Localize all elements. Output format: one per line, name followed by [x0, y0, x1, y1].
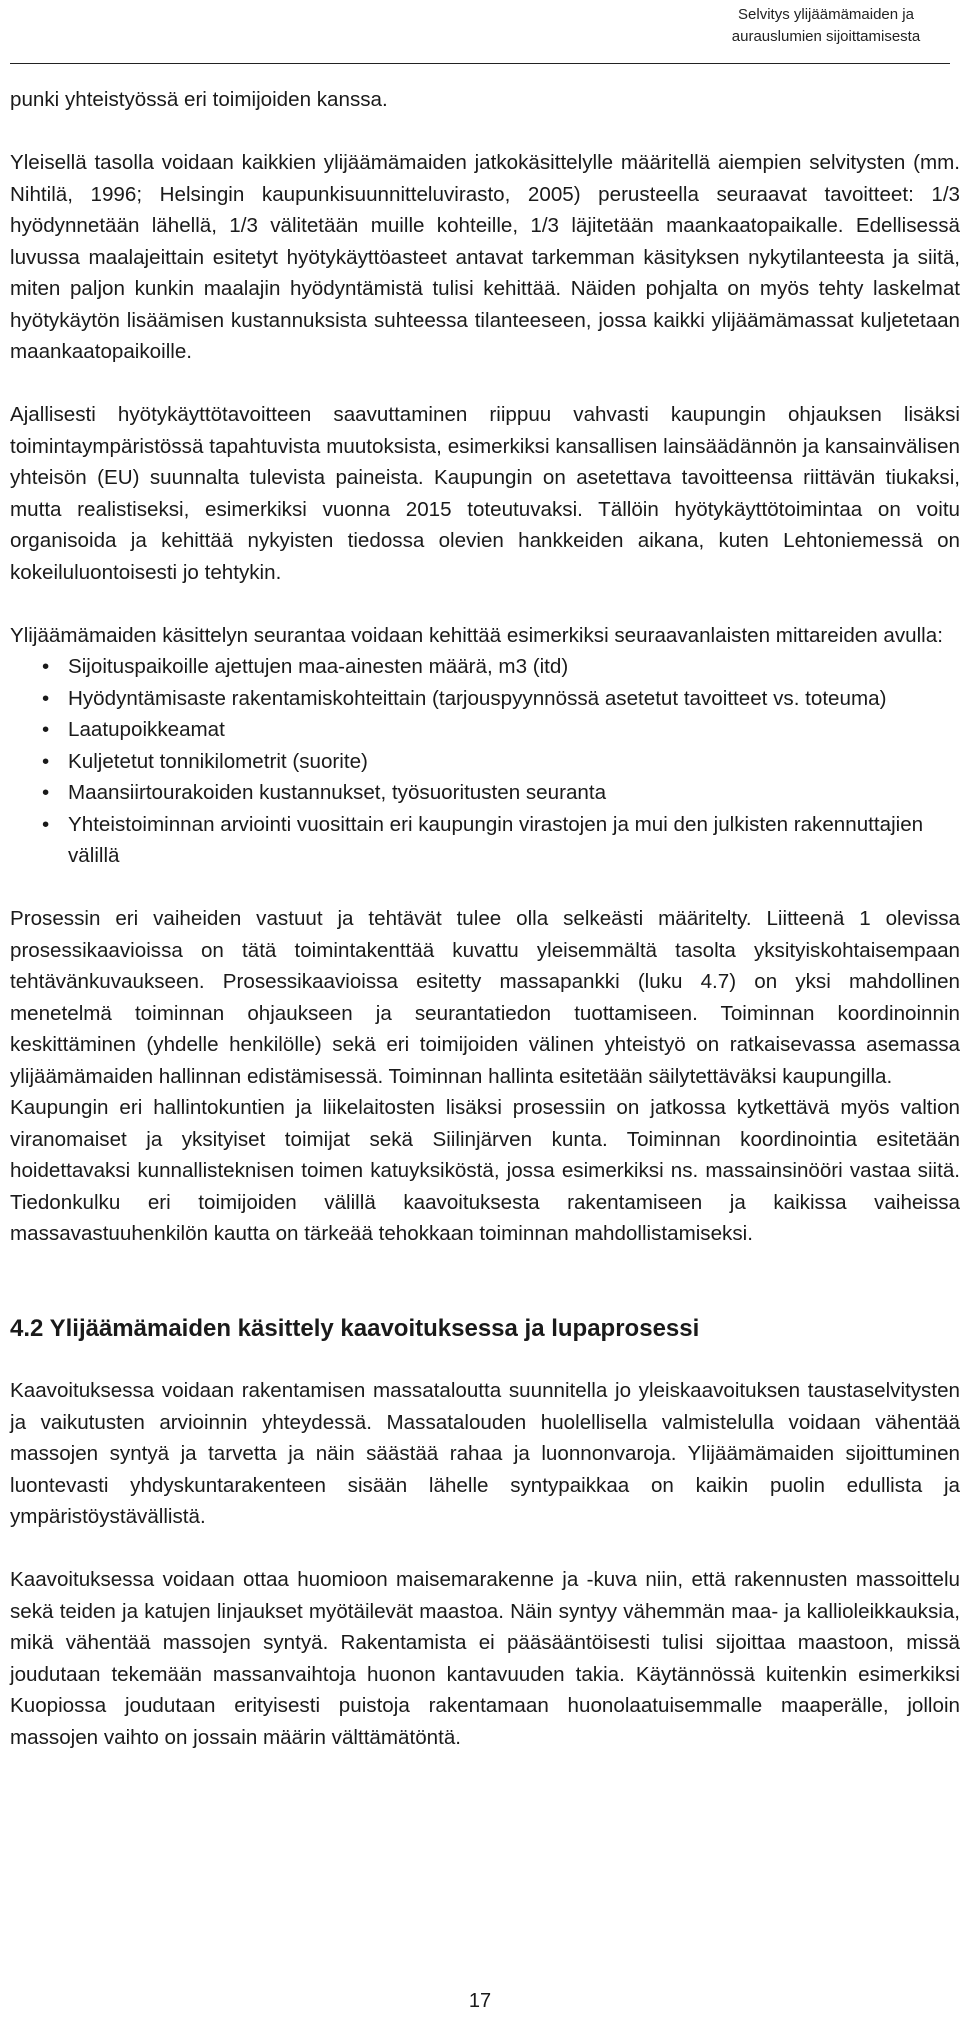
list-item: • Kuljetetut tonnikilometrit (suorite)	[40, 746, 960, 778]
body-text	[10, 84, 960, 1753]
bullet-icon: •	[42, 655, 50, 678]
bullet-icon: •	[42, 686, 50, 710]
running-header-title: Selvitys ylijäämämaiden ja aurauslumien sijoittamisesta	[731, 6, 921, 45]
paragraph-continuation: punki yhteistyössä eri toimijoiden kanssa.	[10, 88, 388, 111]
page-header	[0, 0, 960, 66]
bullet-icon: •	[42, 749, 50, 773]
page-number: 17	[468, 1990, 492, 2012]
list-item: • Yhteistoiminnan arviointi vuosittain eri kaupungin virastojen ja mui den julkisten rakennuttajien välillä	[40, 809, 960, 872]
list-item: • Maansiirtourakoiden kustannukset, työsuoritusten seuranta	[40, 777, 960, 809]
paragraph-responsibilities: Prosessin eri vaiheiden vastuut ja tehtävät tulee olla selkeästi määritelty. Liitteenä 1 olevissa prosessikaavioissa on tätä toimintakenttää kuvattu yleisemmältä tasolta yksityiskohtaisempaan tehtävänkuvaukseen. Prosessikaavioissa esitetty massapankki (luku 4.7) on yksi mahdollinen menetelmä toiminnan ohjaukseen ja seurantatiedon tuottamiseen. Toiminnan koordinoinnin keskittäminen (yhdelle henkilölle) sekä eri toimijoiden välinen yhteistyö on ratkaisevassa asemassa ylijäämämaiden hallinnan edistämisessä. Toiminnan hallinta esitetään säilytettäväksi kaupungilla.	[10, 907, 960, 1088]
list-item: • Hyödyntämisaste rakentamiskohteittain (tarjouspyynnössä asetetut tavoitteet vs. toteuma)	[40, 683, 960, 715]
paragraph-zoning: Kaavoituksessa voidaan rakentamisen massataloutta suunnitella jo yleiskaavoituksen taustaselvitysten ja vaikutusten arvioinnin yhteydessä. Massatalouden huolellisella valmistelulla voidaan vähentää massojen syntyä ja tarvetta ja näin säästää rahaa ja luonnonvaroja. Ylijäämämaiden sijoittuminen luontevasti yhdyskuntarakenteen sisään lähelle syntypaikkaa on kaikin puolin edullista ja ympäristöystävällistä.	[10, 1379, 960, 1528]
bullet-icon: •	[42, 812, 50, 836]
bullet-icon: •	[42, 781, 50, 804]
paragraph-coordination: Kaupungin eri hallintokuntien ja liikelaitosten lisäksi prosessiin on jatkossa kytkettävä myös valtion viranomaiset ja yksityiset toimijat sekä Siilinjärven kunta. Toiminnan koordinointia esitetään hoidettavaksi kunnallisteknisen toimen katuyksiköstä, jossa esimerkiksi ns. massainsinööri vastaa siitä. Tiedonkulku eri toimijoiden välillä kaavoituksesta rakentamiseen ja kaikissa vaiheissa massavastuuhenkilön kautta on tärkeää tehokkaan toiminnan mahdollistamiseksi.	[10, 1096, 960, 1245]
list-item: • Laatupoikkeamat	[40, 714, 960, 746]
indicator-list	[10, 651, 960, 872]
paragraph-monitoring-intro: Ylijäämämaiden käsittelyn seurantaa voidaan kehittää esimerkiksi seuraavanlaisten mittareiden avulla:	[10, 623, 943, 647]
list-item: • Sijoituspaikoille ajettujen maa-ainesten määrä, m3 (itd)	[40, 651, 960, 683]
section-heading: 4.2 Ylijäämämaiden käsittely kaavoituksessa ja lupaprosessi	[10, 1314, 700, 1342]
paragraph-landscape: Kaavoituksessa voidaan ottaa huomioon maisemarakenne ja -kuva niin, että rakennusten massoittelu sekä teiden ja katujen linjaukset myötäilevät maastoa. Näin syntyy vähemmän maa- ja kallioleikkauksia, mikä vähentää massojen syntyä. Rakentamista ei pääsääntöisesti tulisi sijoittaa maastoon, missä joudutaan tekemään massanvaihtoja huonon kantavuuden takia. Käytännössä kuitenkin esimerkiksi Kuopiossa joudutaan erityisesti puistoja rakentamaan huonolaatuisemmalle maaperälle, jolloin massojen vaihto on jossain määrin välttämätöntä.	[10, 1568, 960, 1749]
paragraph-objectives: Yleisellä tasolla voidaan kaikkien ylijäämämaiden jatkokäsittelylle määritellä aiempien selvitysten (mm. Nihtilä, 1996; Helsingin kaupunkisuunnitteluvirasto, 2005) perusteella seuraavat tavoitteet: 1/3 hyödynnetään lähellä, 1/3 välitetään muille kohteille, 1/3 läjitetään maankaatopaikalle. Edellisessä luvussa maalajeittain esitetyt hyötykäyttöasteet antavat tarkemman käsityksen nykytilanteesta ja siitä, miten paljon kunkin maalajin hyödyntämistä tulisi kehittää. Näiden pohjalta on myös tehty laskelmat hyötykäytön lisäämisen kustannuksista suhteessa tilanteeseen, jossa kaikki ylijäämämassat kuljetetaan maankaatopaikoille.	[10, 151, 960, 363]
header-divider	[10, 63, 950, 64]
bullet-icon: •	[42, 718, 50, 741]
paragraph-timing: Ajallisesti hyötykäyttötavoitteen saavuttaminen riippuu vahvasti kaupungin ohjauksen lisäksi toimintaympäristössä tapahtuvista muutoksista, esimerkiksi kansallisen lainsäädännön ja kansainvälisen yhteisön (EU) suunnalta tulevista paineista. Kaupungin on asetettava tavoitteensa riittävän tiukaksi, mutta realistiseksi, esimerkiksi vuonna 2015 toteutuvaksi. Tällöin hyötykäyttötoimintaa on voitu organisoida ja kehittää nykyisten tiedossa olevien hankkeiden aikana, kuten Lehtoniemessä on kokeiluluontoisesti jo tehtykin.	[10, 403, 960, 584]
